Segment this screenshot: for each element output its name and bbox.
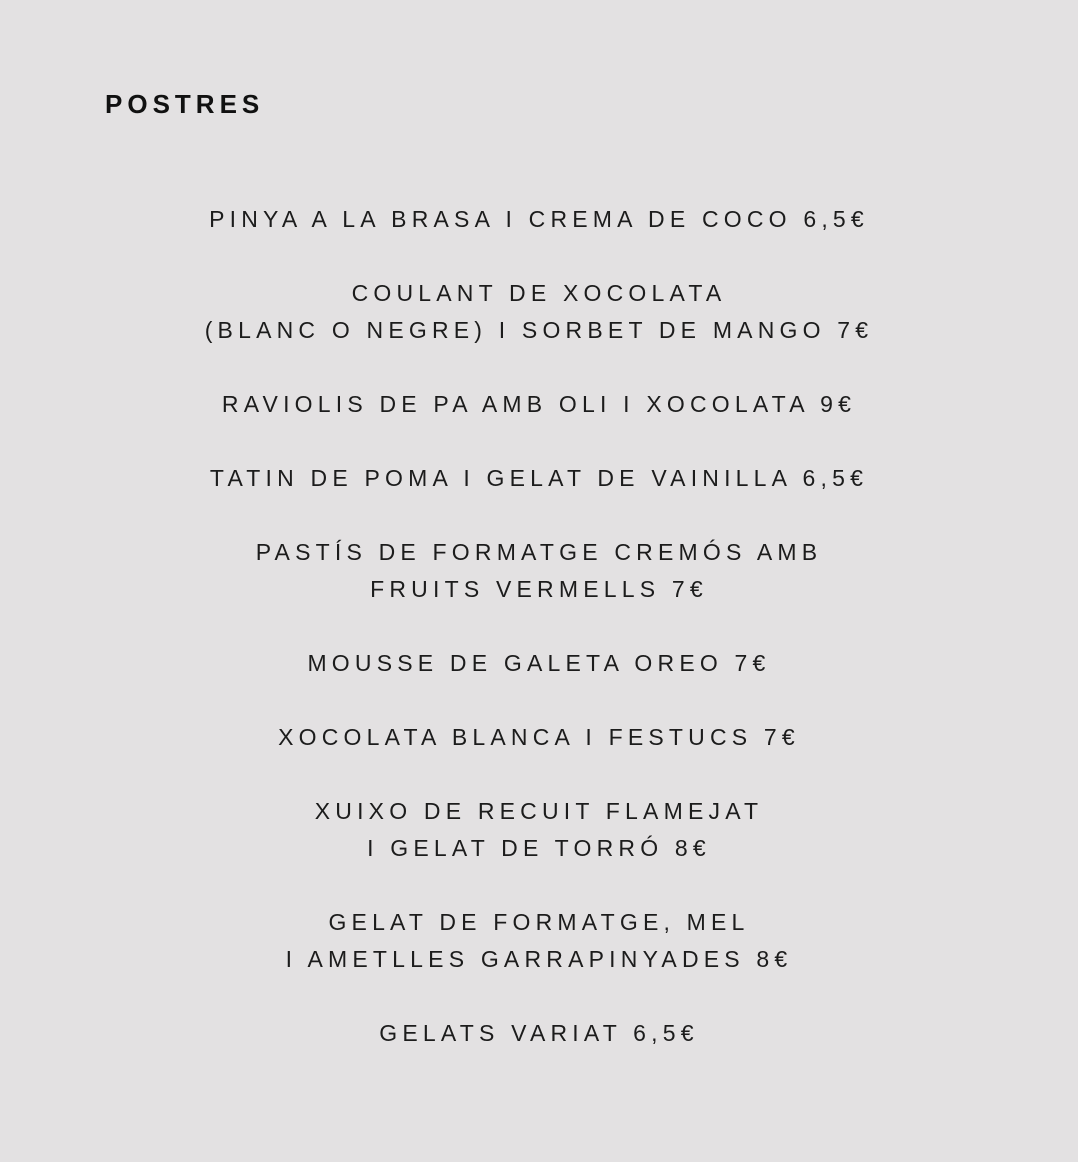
menu-item-line: FRUITS VERMELLS 7€ xyxy=(370,576,708,602)
page-title: POSTRES xyxy=(105,89,265,119)
menu-item-line: TATIN DE POMA I GELAT DE VAINILLA 6,5€ xyxy=(209,465,869,491)
menu-item-line: I GELAT DE TORRÓ 8€ xyxy=(367,835,711,861)
menu-item-line: GELAT DE FORMATGE, MEL xyxy=(328,909,750,935)
menu-item-line: COULANT DE XOCOLATA xyxy=(351,280,727,306)
menu-item-line: XUIXO DE RECUIT FLAMEJAT xyxy=(314,798,764,824)
menu-item-line: MOUSSE DE GALETA OREO 7€ xyxy=(307,650,771,676)
menu-item-line: I AMETLLES GARRAPINYADES 8€ xyxy=(285,946,793,972)
menu-item-line: RAVIOLIS DE PA AMB OLI I XOCOLATA 9€ xyxy=(221,391,857,417)
menu-item-line: (BLANC O NEGRE) I SORBET DE MANGO 7€ xyxy=(204,317,874,343)
menu-item-line: PINYA A LA BRASA I CREMA DE COCO 6,5€ xyxy=(209,206,869,232)
menu-item-line: XOCOLATA BLANCA I FESTUCS 7€ xyxy=(278,724,800,750)
menu-item-line: PASTÍS DE FORMATGE CREMÓS AMB xyxy=(255,539,823,565)
menu-item-line: GELATS VARIAT 6,5€ xyxy=(379,1020,699,1046)
